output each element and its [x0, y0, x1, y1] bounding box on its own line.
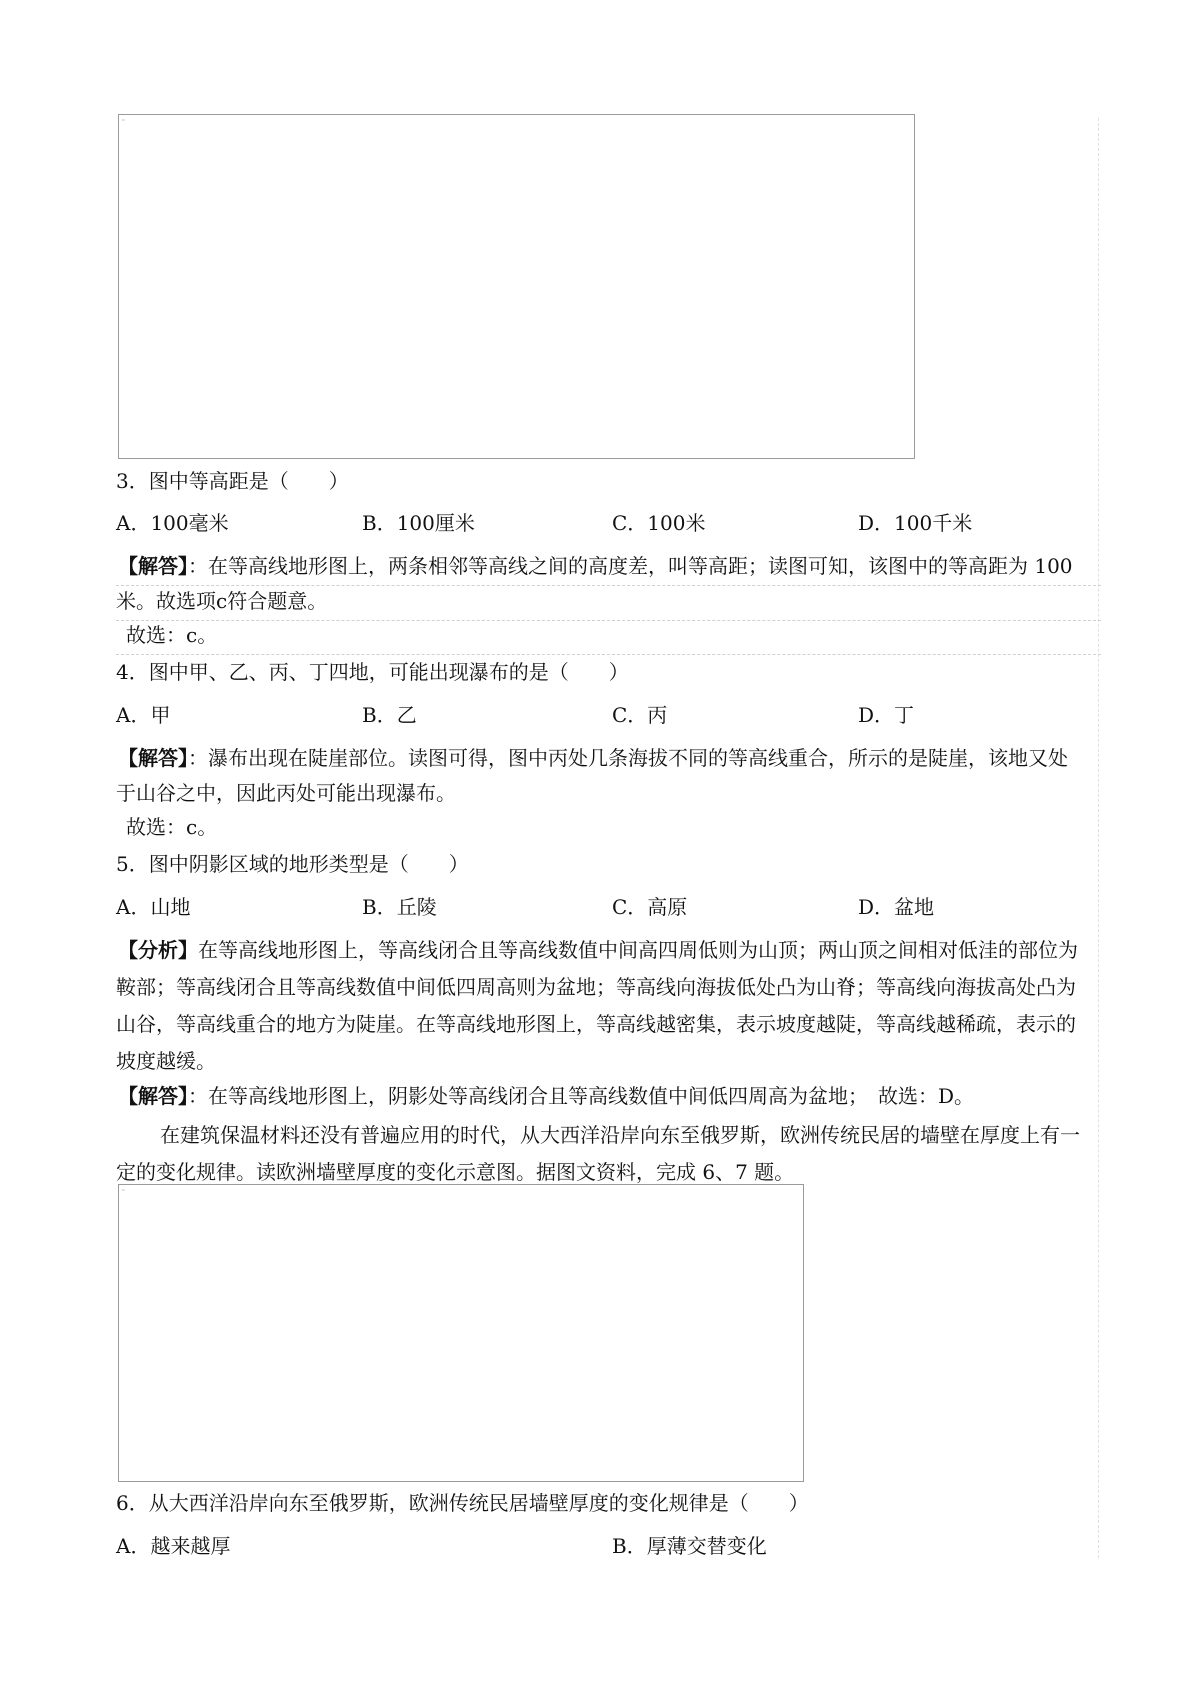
margin-guide-line — [1098, 118, 1099, 1558]
q6-option-a: A．越来越厚 — [116, 1534, 231, 1558]
q4-answer-label: 【解答】 — [118, 746, 188, 770]
q5-analysis-line-4: 坡度越缓。 — [116, 1049, 216, 1073]
image-placeholder-icon: ▫ — [122, 1187, 125, 1192]
divider — [116, 585, 1101, 586]
q3-answer-line-2: 米。故选项c符合题意。 — [116, 589, 328, 613]
question-3-stem: 3．图中等高距是（ ） — [116, 469, 349, 493]
q3-answer-line-1 — [118, 553, 1073, 579]
q3-option-d: D．100千米 — [858, 511, 973, 535]
q3-answer-label: 【解答】 — [118, 554, 188, 578]
q5-answer-line-1 — [118, 1083, 974, 1109]
q5-analysis-label: 【分析】 — [118, 938, 198, 962]
question-5-stem: 5．图中阴影区域的地形类型是（ ） — [116, 852, 469, 876]
q5-answer-text-1: ：在等高线地形图上，阴影处等高线闭合且等高线数值中间低四周高为盆地； 故选：D。 — [188, 1084, 975, 1108]
q4-option-b: B．乙 — [362, 703, 417, 727]
q3-option-c: C．100米 — [612, 511, 706, 535]
question-4-stem: 4．图中甲、乙、丙、丁四地，可能出现瀑布的是（ ） — [116, 660, 629, 684]
q5-analysis-line-1 — [118, 937, 1078, 963]
q4-option-a: A．甲 — [116, 703, 171, 727]
q3-select: 故选：c。 — [126, 623, 218, 647]
material-line-2: 定的变化规律。读欧洲墙壁厚度的变化示意图。据图文资料，完成 6、7 题。 — [116, 1160, 795, 1184]
q5-option-d: D．盆地 — [858, 895, 935, 919]
q5-option-b: B．丘陵 — [362, 895, 437, 919]
q4-answer-line-2: 于山谷之中，因此丙处可能出现瀑布。 — [116, 781, 456, 805]
q3-option-a: A．100毫米 — [116, 511, 229, 535]
image-placeholder-icon: ▫ — [122, 117, 125, 122]
q4-select: 故选：c。 — [126, 815, 218, 839]
q4-answer-text-1: ：瀑布出现在陡崖部位。读图可得，图中丙处几条海拔不同的等高线重合，所示的是陡崖，该地又处 — [188, 746, 1068, 770]
q5-option-c: C．高原 — [612, 895, 688, 919]
q5-analysis-line-2: 鞍部；等高线闭合且等高线数值中间低四周高则为盆地；等高线向海拔低处凸为山脊；等高线向海拔高处凸为 — [116, 975, 1076, 999]
q5-answer-label: 【解答】 — [118, 1084, 188, 1108]
q3-answer-text-1: ：在等高线地形图上，两条相邻等高线之间的高度差，叫等高距；读图可知，该图中的等高距为 100 — [188, 554, 1073, 578]
q5-analysis-line-3: 山谷，等高线重合的地方为陡崖。在等高线地形图上，等高线越密集，表示坡度越陡，等高线越稀疏，表示的 — [116, 1012, 1076, 1036]
q6-option-b: B．厚薄交替变化 — [612, 1534, 767, 1558]
wall-thickness-diagram-image — [118, 1184, 804, 1482]
q4-answer-line-1 — [118, 745, 1068, 771]
q5-analysis-text-1: 在等高线地形图上，等高线闭合且等高线数值中间高四周低则为山顶；两山顶之间相对低洼的部位为 — [198, 938, 1078, 962]
material-line-1: 在建筑保温材料还没有普遍应用的时代，从大西洋沿岸向东至俄罗斯，欧洲传统民居的墙壁在厚度上有一 — [160, 1123, 1080, 1147]
divider — [116, 620, 1101, 621]
divider — [116, 654, 1101, 655]
contour-map-image — [118, 114, 915, 459]
q4-option-d: D．丁 — [858, 703, 915, 727]
q5-option-a: A．山地 — [116, 895, 191, 919]
q4-option-c: C．丙 — [612, 703, 668, 727]
question-6-stem: 6．从大西洋沿岸向东至俄罗斯，欧洲传统民居墙壁厚度的变化规律是（ ） — [116, 1491, 809, 1515]
q3-option-b: B．100厘米 — [362, 511, 475, 535]
